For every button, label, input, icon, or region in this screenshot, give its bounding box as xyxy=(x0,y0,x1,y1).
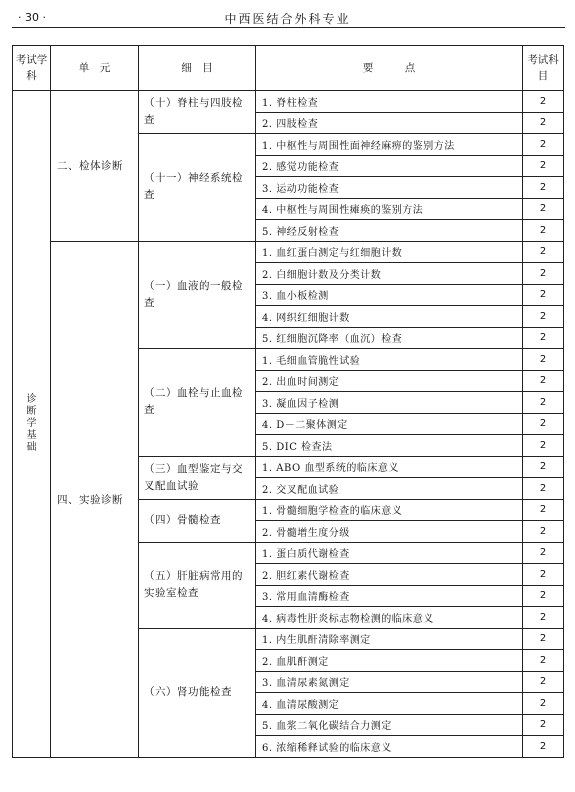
table-row xyxy=(13,241,564,263)
point-cell: 3. 血小板检测 xyxy=(256,284,523,306)
col-header-unit: 单 元 xyxy=(51,46,139,91)
level-cell: 2 xyxy=(523,585,564,607)
point-cell: 2. 感觉功能检查 xyxy=(256,155,523,177)
level-cell: 2 xyxy=(523,456,564,478)
point-cell: 2. 白细胞计数及分类计数 xyxy=(256,263,523,285)
level-cell: 2 xyxy=(523,671,564,693)
point-cell: 3. 运动功能检查 xyxy=(256,177,523,199)
level-cell: 2 xyxy=(523,327,564,349)
level-cell: 2 xyxy=(523,112,564,134)
point-cell: 2. 血肌酐测定 xyxy=(256,650,523,672)
detail-cell: （三）血型鉴定与交叉配血试验 xyxy=(139,456,256,499)
level-cell: 2 xyxy=(523,435,564,457)
point-cell: 4. 中枢性与周围性瘫痪的鉴别方法 xyxy=(256,198,523,220)
point-cell: 4. 血清尿酸测定 xyxy=(256,693,523,715)
level-cell: 2 xyxy=(523,155,564,177)
level-cell: 2 xyxy=(523,220,564,242)
level-cell: 2 xyxy=(523,370,564,392)
level-cell: 2 xyxy=(523,607,564,629)
level-cell: 2 xyxy=(523,91,564,113)
level-cell: 2 xyxy=(523,392,564,414)
detail-cell: （六）肾功能检查 xyxy=(139,628,256,757)
point-cell: 2. 四肢检查 xyxy=(256,112,523,134)
point-cell: 2. 骨髓增生度分级 xyxy=(256,521,523,543)
unit-cell: 四、实验诊断 xyxy=(51,241,139,757)
point-cell: 1. 血红蛋白测定与红细胞计数 xyxy=(256,241,523,263)
point-cell: 4. D－二聚体测定 xyxy=(256,413,523,435)
point-cell: 1. 骨髓细胞学检查的临床意义 xyxy=(256,499,523,521)
level-cell: 2 xyxy=(523,736,564,758)
level-cell: 2 xyxy=(523,714,564,736)
point-cell: 3. 血清尿素氮测定 xyxy=(256,671,523,693)
level-cell: 2 xyxy=(523,413,564,435)
running-title: 中西医结合外科专业 xyxy=(224,12,351,26)
level-cell: 2 xyxy=(523,650,564,672)
col-header-level: 考试科目 xyxy=(523,46,564,91)
level-cell: 2 xyxy=(523,478,564,500)
level-cell: 2 xyxy=(523,263,564,285)
point-cell: 2. 交叉配血试验 xyxy=(256,478,523,500)
point-cell: 5. DIC 检查法 xyxy=(256,435,523,457)
level-cell: 2 xyxy=(523,349,564,371)
point-cell: 5. 神经反射检查 xyxy=(256,220,523,242)
point-cell: 5. 血浆二氧化碳结合力测定 xyxy=(256,714,523,736)
detail-cell: （十一）神经系统检查 xyxy=(139,134,256,242)
subject-cell xyxy=(13,91,51,758)
point-cell: 6. 浓缩稀释试验的临床意义 xyxy=(256,736,523,758)
header-rule xyxy=(12,27,565,28)
point-cell: 3. 凝血因子检测 xyxy=(256,392,523,414)
level-cell: 2 xyxy=(523,134,564,156)
level-cell: 2 xyxy=(523,628,564,650)
point-cell: 1. 中枢性与周围性面神经麻痹的鉴别方法 xyxy=(256,134,523,156)
point-cell: 3. 常用血清酶检查 xyxy=(256,585,523,607)
level-cell: 2 xyxy=(523,693,564,715)
detail-cell: （一）血液的一般检查 xyxy=(139,241,256,349)
table-row xyxy=(13,91,564,113)
detail-cell: （十）脊柱与四肢检查 xyxy=(139,91,256,134)
point-cell: 2. 出血时间测定 xyxy=(256,370,523,392)
point-cell: 4. 病毒性肝炎标志物检测的临床意义 xyxy=(256,607,523,629)
table-header-row xyxy=(13,46,564,91)
detail-cell: （四）骨髓检查 xyxy=(139,499,256,542)
unit-cell: 二、检体诊断 xyxy=(51,91,139,242)
level-cell: 2 xyxy=(523,499,564,521)
detail-cell: （五）肝脏病常用的实验室检查 xyxy=(139,542,256,628)
col-header-points: 要 点 xyxy=(256,46,523,91)
table-body xyxy=(13,91,564,758)
level-cell: 2 xyxy=(523,284,564,306)
col-header-subject: 考试学科 xyxy=(13,46,51,91)
point-cell: 1. 毛细血管脆性试验 xyxy=(256,349,523,371)
syllabus-table xyxy=(12,45,564,758)
point-cell: 4. 网织红细胞计数 xyxy=(256,306,523,328)
point-cell: 1. ABO 血型系统的临床意义 xyxy=(256,456,523,478)
point-cell: 2. 胆红素代谢检查 xyxy=(256,564,523,586)
point-cell: 1. 内生肌酐清除率测定 xyxy=(256,628,523,650)
subject-label: 诊断学基础 xyxy=(26,393,37,453)
detail-cell: （二）血栓与止血检查 xyxy=(139,349,256,457)
point-cell: 5. 红细胞沉降率（血沉）检查 xyxy=(256,327,523,349)
level-cell: 2 xyxy=(523,521,564,543)
col-header-detail: 细 目 xyxy=(139,46,256,91)
point-cell: 1. 脊柱检查 xyxy=(256,91,523,113)
point-cell: 1. 蛋白质代谢检查 xyxy=(256,542,523,564)
level-cell: 2 xyxy=(523,542,564,564)
level-cell: 2 xyxy=(523,198,564,220)
level-cell: 2 xyxy=(523,306,564,328)
page-number: · 30 · xyxy=(18,11,46,24)
level-cell: 2 xyxy=(523,177,564,199)
level-cell: 2 xyxy=(523,564,564,586)
level-cell: 2 xyxy=(523,241,564,263)
